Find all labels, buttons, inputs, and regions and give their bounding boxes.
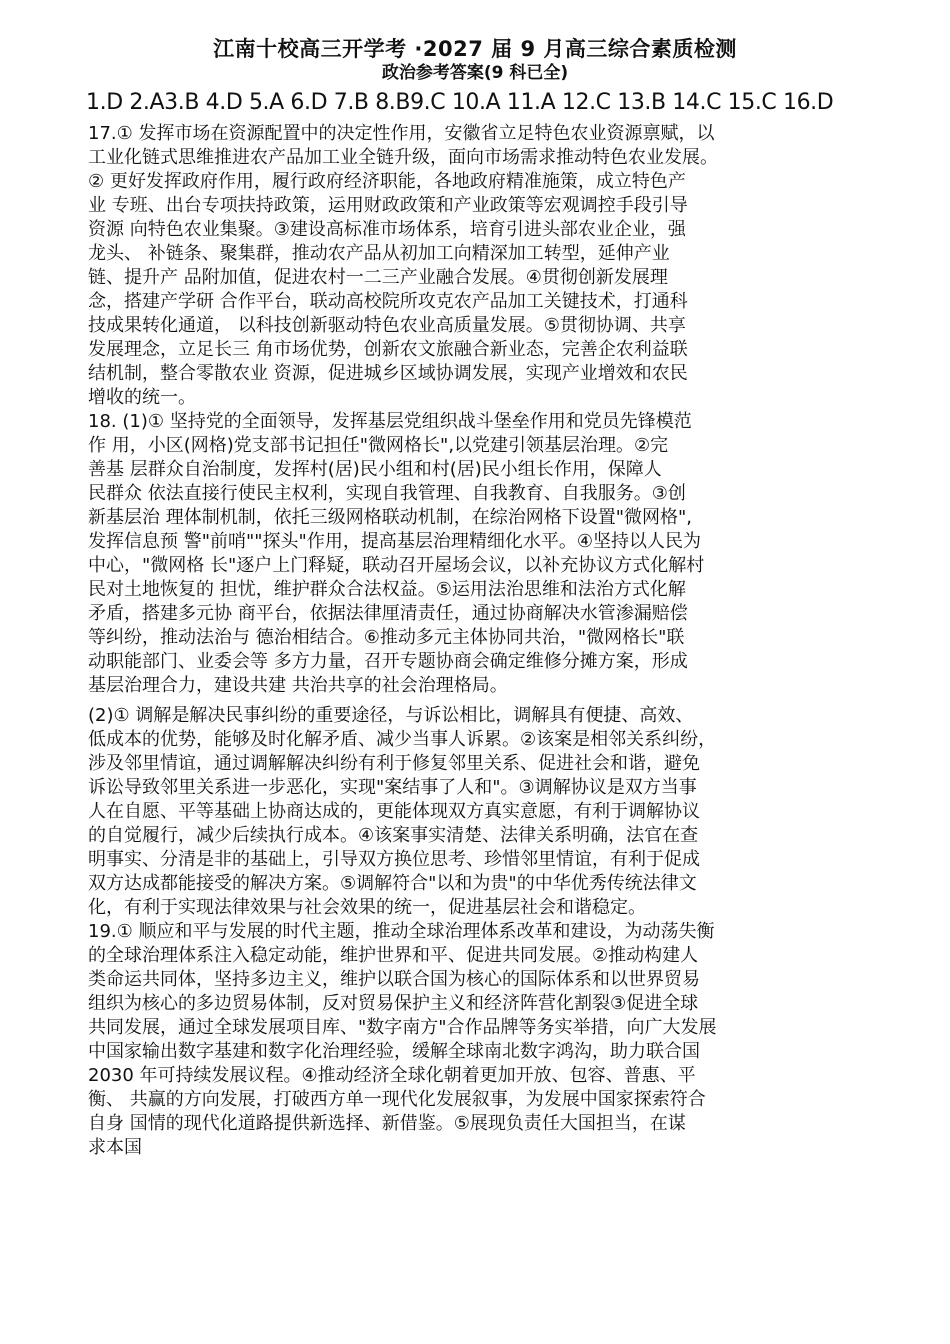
text-line: 双方达成都能接受的解决方案。⑤调解符合"以和为贵"的中华优秀传统法律文 bbox=[88, 873, 697, 894]
text-line: 龙头、 补链条、聚集群，推动农产品从初加工向精深加工转型，延伸产业 bbox=[88, 243, 670, 264]
text-line: 19.① 顺应和平与发展的时代主题，推动全球治理体系改革和建设，为动荡失衡 bbox=[88, 921, 715, 942]
text-line: 矛盾，搭建多元协 商平台，依据法律厘清责任，通过协商解决水管渗漏赔偿 bbox=[88, 603, 688, 624]
question-18-1-answer bbox=[88, 410, 862, 698]
text-line: 衡、 共赢的方向发展，打破西方单一现代化发展叙事，为发展中国家探索符合 bbox=[88, 1089, 706, 1110]
text-line: (2)① 调解是解决民事纠纷的重要途径，与诉讼相比，调解具有便捷、高效、 bbox=[88, 705, 694, 726]
text-line: 的全球治理体系注入稳定动能，维护世界和平、促进共同发展。②推动构建人 bbox=[88, 945, 699, 966]
text-line: 发挥信息预 警"前哨""探头"作用，提高基层治理精细化水平。④坚持以人民为 bbox=[88, 531, 701, 552]
page-title: 江南十校高三开学考 ·2027 届 9 月高三综合素质检测 bbox=[213, 37, 737, 61]
text-line: 组织为核心的多边贸易体制，反对贸易保护主义和经济阵营化割裂③促进全球 bbox=[88, 993, 699, 1014]
text-line: 念，搭建产学研 合作平台，联动高校院所攻克农产品加工关键技术，打通科 bbox=[88, 291, 688, 312]
text-line: 明事实、分清是非的基础上，引导双方换位思考、珍惜邻里情谊，有利于促成 bbox=[88, 849, 700, 870]
text-line: 结机制，整合零散农业 资源，促进城乡区域协调发展，实现产业增效和农民 bbox=[88, 363, 688, 384]
text-line: 动职能部门、业委会等 多方力量，召开专题协商会确定维修分摊方案，形成 bbox=[88, 651, 688, 672]
text-line: 增收的统一。 bbox=[88, 387, 196, 408]
text-line: 诉讼导致邻里关系进一步恶化，实现"案结事了人和"。③调解协议是双方当事 bbox=[88, 777, 697, 798]
text-line: ② 更好发挥政府作用，履行政府经济职能，各地政府精准施策，成立特色产 bbox=[88, 171, 686, 192]
text-line: 工业化链式思维推进农产品加工业全链升级，面向市场需求推动特色农业发展。 bbox=[88, 147, 718, 168]
text-line: 类命运共同体，坚持多边主义，维护以联合国为核心的国际体系和以世界贸易 bbox=[88, 969, 700, 990]
text-line: 发展理念，立足长三 角市场优势，创新农文旅融合新业态，完善企农利益联 bbox=[88, 339, 688, 360]
question-18-2-answer bbox=[88, 704, 862, 920]
text-line: 中国家输出数字基建和数字化治理经验，缓解全球南北数字鸿沟，助力联合国 bbox=[88, 1041, 700, 1062]
text-line: 资源 向特色农业集聚。③建设高标准市场体系，培育引进头部农业企业，强 bbox=[88, 219, 686, 240]
text-line: 中心，"微网格 长"逐户上门释疑，联动召开屋场会议，以补充协议方式化解村 bbox=[88, 555, 705, 576]
text-line: 17.① 发挥市场在资源配置中的决定性作用，安徽省立足特色农业资源禀赋，以 bbox=[88, 123, 715, 144]
text-line: 等纠纷，推动法治与 德治相结合。⑥推动多元主体协同共治，"微网格长"联 bbox=[88, 627, 685, 648]
text-line: 民对土地恢复的 担忧，维护群众合法权益。⑤运用法治思维和法治方式化解 bbox=[88, 579, 686, 600]
text-line: 涉及邻里情谊，通过调解解决纠纷有利于修复邻里关系、促进社会和谐，避免 bbox=[88, 753, 700, 774]
text-line: 求本国 bbox=[88, 1137, 142, 1158]
text-line: 业 专班、出台专项扶持政策，运用财政政策和产业政策等宏观调控手段引导 bbox=[88, 195, 688, 216]
text-line: 化，有利于实现法律效果与社会效果的统一，促进基层社会和谐稳定。 bbox=[88, 897, 646, 918]
text-line: 民群众 依法直接行使民主权利，实现自我管理、自我教育、自我服务。③创 bbox=[88, 483, 686, 504]
text-line: 18. (1)① 坚持党的全面领导，发挥基层党组织战斗堡垒作用和党员先锋模范 bbox=[88, 411, 692, 432]
text-line: 2030 年可持续发展议程。④推动经济全球化朝着更加开放、包容、普惠、平 bbox=[88, 1065, 696, 1086]
text-line: 链、提升产 品附加值，促进农村一二三产业融合发展。④贯彻创新发展理 bbox=[88, 267, 668, 288]
text-line: 自身 国情的现代化道路提供新选择、新借鉴。⑤展现负责任大国担当，在谋 bbox=[88, 1113, 686, 1134]
text-line: 作 用，小区(网格)党支部书记担任"微网格长",以党建引领基层治理。②完 bbox=[88, 435, 669, 456]
text-line: 技成果转化通道， 以科技创新驱动特色农业高质量发展。⑤贯彻协调、共享 bbox=[88, 315, 686, 336]
text-line: 基层治理合力，建设共建 共治共享的社会治理格局。 bbox=[88, 675, 508, 696]
question-17-answer bbox=[88, 122, 862, 410]
text-line: 低成本的优势，能够及时化解矛盾、减少当事人诉累。②该案是相邻关系纠纷， bbox=[88, 729, 717, 750]
page-subtitle: 政治参考答案(9 科已全) bbox=[381, 63, 569, 83]
text-line: 善基 层群众自治制度，发挥村(居)民小组和村(居)民小组长作用，保障人 bbox=[88, 459, 662, 480]
text-line: 人在自愿、平等基础上协商达成的，更能体现双方真实意愿，有利于调解协议 bbox=[88, 801, 700, 822]
text-line: 的自觉履行，减少后续执行成本。④该案事实清楚、法律关系明确，法官在查 bbox=[88, 825, 699, 846]
text-line: 新基层治 理体制机制，依托三级网格联动机制，在综治网格下设置"微网格", bbox=[88, 507, 692, 528]
text-line: 共同发展，通过全球发展项目库、"数字南方"合作品牌等务实举措，向广大发展 bbox=[88, 1017, 717, 1038]
choice-answers: 1.D 2.A3.B 4.D 5.A 6.D 7.B 8.B9.C 10.A 11.A 12.C 13.B 14.C 15.C 16.D bbox=[86, 90, 834, 115]
question-19-answer bbox=[88, 920, 862, 1160]
